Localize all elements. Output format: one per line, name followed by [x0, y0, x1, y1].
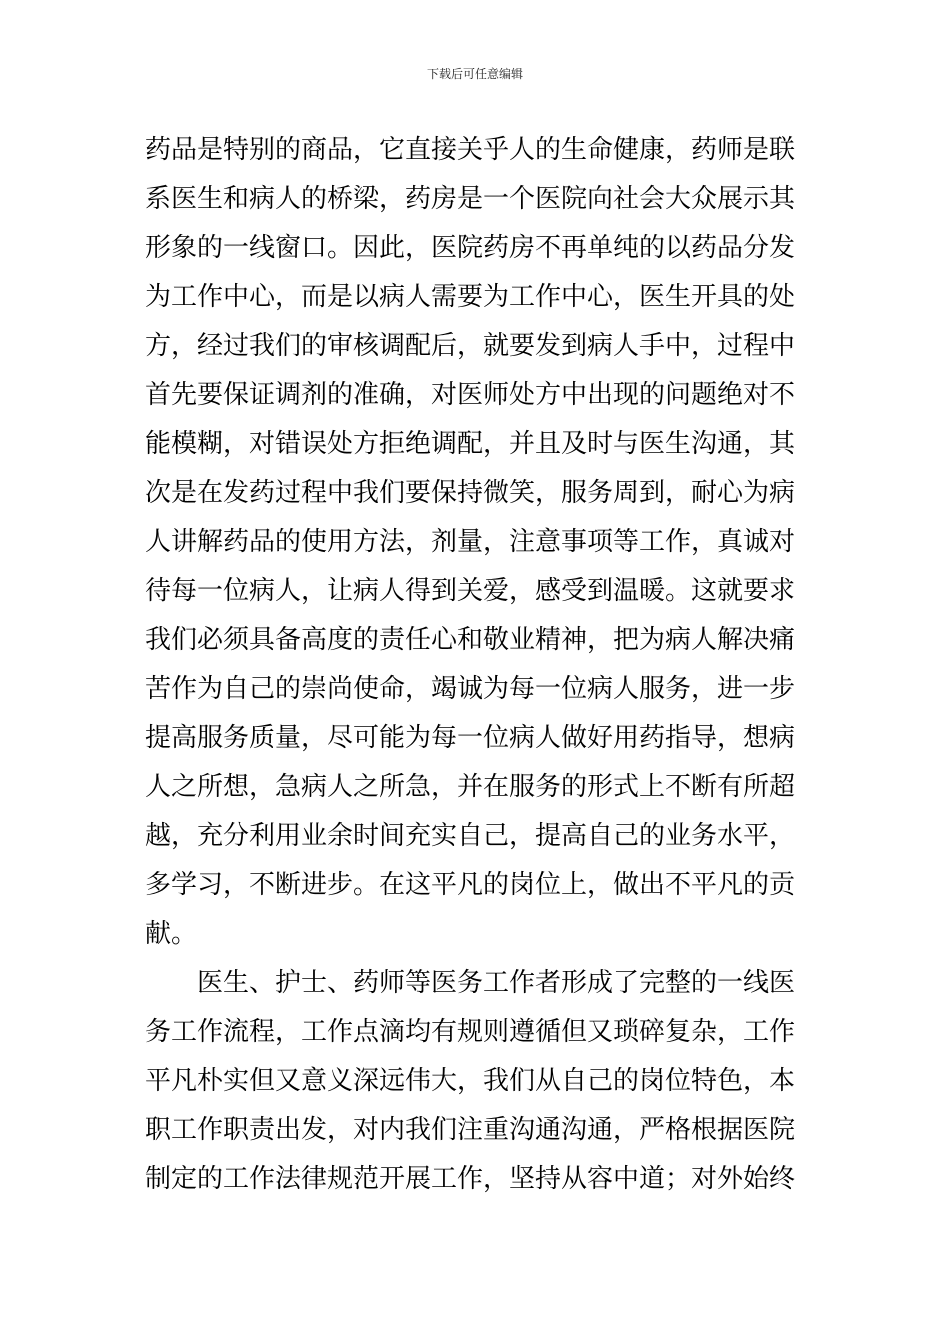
text-line: 我们必须具备高度的责任心和敬业精神，把为病人解决痛	[145, 625, 796, 655]
text-line: 制定的工作法律规范开展工作，坚持从容中道；对外始终	[145, 1164, 796, 1194]
text-line: 药品是特别的商品，它直接关乎人的生命健康，药师是联	[145, 135, 796, 165]
text-line: 人之所想，急病人之所急，并在服务的形式上不断有所超	[145, 772, 796, 802]
paragraph-2	[145, 959, 815, 1204]
header-note: 下载后可任意编辑	[426, 67, 523, 81]
text-line: 方，经过我们的审核调配后，就要发到病人手中，过程中	[145, 331, 796, 361]
text-line: 为工作中心，而是以病人需要为工作中心，医生开具的处	[145, 282, 796, 312]
text-line: 多学习，不断进步。在这平凡的岗位上，做出不平凡的贡	[145, 870, 796, 900]
text-line: 务工作流程，工作点滴均有规则遵循但又琐碎复杂，工作	[145, 1017, 796, 1047]
text-line: 提高服务质量，尽可能为每一位病人做好用药指导，想病	[145, 723, 796, 753]
text-line: 首先要保证调剂的准确，对医师处方中出现的问题绝对不	[145, 380, 796, 410]
text-line: 平凡朴实但又意义深远伟大，我们从自己的岗位特色，本	[145, 1066, 796, 1096]
text-line: 形象的一线窗口。因此，医院药房不再单纯的以药品分发	[145, 233, 796, 263]
body-text	[145, 126, 815, 1204]
text-line: 系医生和病人的桥梁，药房是一个医院向社会大众展示其	[145, 184, 796, 214]
paragraph-1	[145, 126, 815, 959]
text-line: 献。	[145, 919, 198, 949]
text-line: 人讲解药品的使用方法，剂量，注意事项等工作，真诚对	[145, 527, 796, 557]
text-line: 次是在发药过程中我们要保持微笑，服务周到，耐心为病	[145, 478, 796, 508]
text-line: 职工作职责出发，对内我们注重沟通沟通，严格根据医院	[145, 1115, 796, 1145]
text-line: 医生、护士、药师等医务工作者形成了完整的一线医	[145, 968, 796, 998]
text-line: 苦作为自己的崇尚使命，竭诚为每一位病人服务，进一步	[145, 674, 796, 704]
text-line: 越，充分利用业余时间充实自己，提高自己的业务水平，	[145, 821, 796, 851]
text-line: 能模糊，对错误处方拒绝调配，并且及时与医生沟通，其	[145, 429, 796, 459]
text-line: 待每一位病人，让病人得到关爱，感受到温暖。这就要求	[145, 576, 796, 606]
